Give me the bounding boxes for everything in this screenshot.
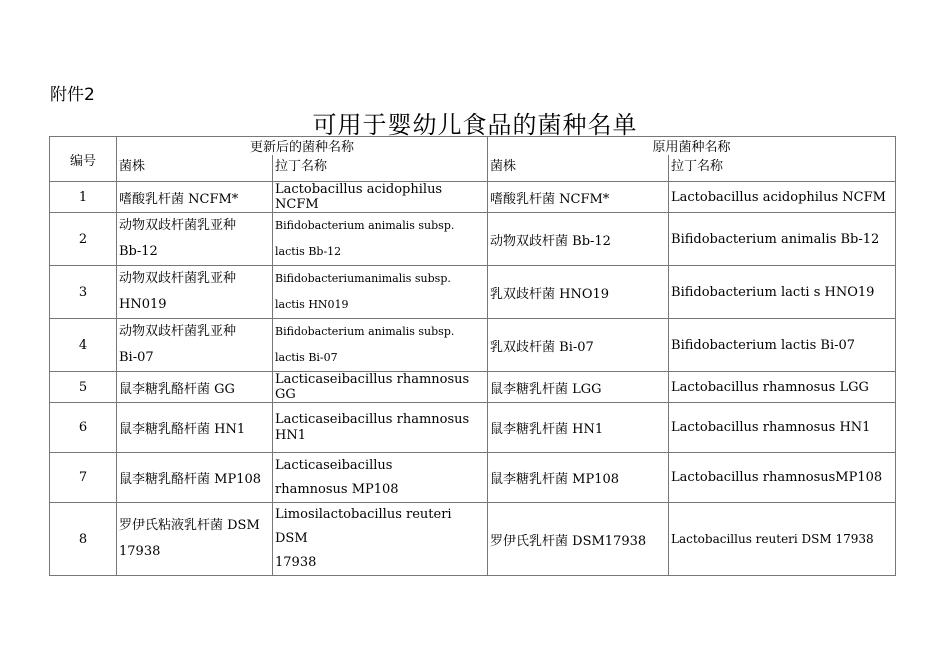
new-latin-line: Lacticaseibacillus rhamnosus GG bbox=[275, 372, 470, 402]
new-latin-cell bbox=[273, 503, 488, 576]
new-latin-cell bbox=[273, 372, 488, 403]
new-strain-cell bbox=[117, 213, 273, 266]
old-latin-cell: Lactobacillus rhamnosus LGG bbox=[669, 372, 896, 403]
new-strain-line: Bb-12 bbox=[119, 244, 158, 259]
new-latin-line: 17938 bbox=[275, 555, 317, 570]
table-row bbox=[50, 182, 896, 213]
attachment-label: 附件2 bbox=[50, 85, 95, 105]
new-latin-line: Lacticaseibacillus rhamnosus bbox=[275, 411, 470, 427]
old-strain-cell: 动物双歧杆菌 Bb-12 bbox=[488, 213, 669, 266]
row-number: 5 bbox=[50, 372, 117, 403]
new-latin-line: Limosilactobacillus reuteri DSM bbox=[275, 507, 452, 546]
old-latin-cell: Lactobacillus rhamnosus HN1 bbox=[669, 403, 896, 453]
row-number: 8 bbox=[50, 503, 117, 576]
new-latin-line: lactis Bb-12 bbox=[275, 245, 342, 258]
group-old-header: 原用菌种名称 bbox=[488, 137, 896, 156]
new-latin-line: HN1 bbox=[275, 427, 306, 443]
new-latin-line: Lacticaseibacillus bbox=[275, 457, 393, 473]
group-new-header: 更新后的菌种名称 bbox=[117, 137, 488, 156]
new-strain-line: 嗜酸乳杆菌 NCFM* bbox=[119, 191, 239, 207]
new-strain-line: 鼠李糖乳酪杆菌 GG bbox=[119, 381, 235, 397]
row-number: 6 bbox=[50, 403, 117, 453]
new-latin-line: rhamnosus MP108 bbox=[275, 481, 399, 497]
old-strain-cell: 乳双歧杆菌 Bi-07 bbox=[488, 319, 669, 372]
strain-table bbox=[49, 136, 896, 576]
table-row bbox=[50, 372, 896, 403]
new-strain-line: 动物双歧杆菌乳亚种 bbox=[119, 271, 237, 286]
row-number: 4 bbox=[50, 319, 117, 372]
new-strain-cell bbox=[117, 453, 273, 503]
new-strain-header: 菌株 bbox=[117, 155, 273, 182]
new-strain-cell bbox=[117, 403, 273, 453]
new-strain-line: Bi-07 bbox=[119, 350, 154, 365]
new-latin-line: Bifidobacterium animalis subsp. bbox=[275, 325, 455, 338]
new-strain-line: 罗伊氏粘液乳杆菌 DSM bbox=[119, 518, 260, 533]
old-latin-cell: Lactobacillus rhamnosusMP108 bbox=[669, 453, 896, 503]
new-latin-line: Bifidobacteriumanimalis subsp. bbox=[275, 272, 451, 285]
new-strain-cell bbox=[117, 503, 273, 576]
new-strain-line: 鼠李糖乳酪杆菌 MP108 bbox=[119, 472, 262, 487]
old-latin-cell: Bifidobacterium animalis Bb-12 bbox=[669, 213, 896, 266]
new-latin-cell bbox=[273, 266, 488, 319]
new-latin-cell bbox=[273, 403, 488, 453]
new-strain-cell bbox=[117, 182, 273, 213]
table-row bbox=[50, 403, 896, 453]
table-row bbox=[50, 319, 896, 372]
new-strain-line: 动物双歧杆菌乳亚种 bbox=[119, 324, 237, 339]
table-row bbox=[50, 266, 896, 319]
new-latin-header: 拉丁名称 bbox=[273, 155, 488, 182]
old-latin-cell: Lactobacillus acidophilus NCFM bbox=[669, 182, 896, 213]
new-latin-cell bbox=[273, 182, 488, 213]
old-strain-cell: 罗伊氏乳杆菌 DSM17938 bbox=[488, 503, 669, 576]
new-latin-line: lactis HN019 bbox=[275, 298, 349, 311]
table-row bbox=[50, 453, 896, 503]
old-latin-cell: Lactobacillus reuteri DSM 17938 bbox=[669, 503, 896, 576]
new-strain-line: 动物双歧杆菌乳亚种 bbox=[119, 218, 237, 233]
old-strain-cell: 鼠李糖乳杆菌 MP108 bbox=[488, 453, 669, 503]
col-number-header: 编号 bbox=[50, 137, 117, 182]
new-latin-cell bbox=[273, 213, 488, 266]
new-strain-cell bbox=[117, 266, 273, 319]
old-latin-header: 拉丁名称 bbox=[669, 155, 896, 182]
old-latin-cell: Bifidobacterium lactis Bi-07 bbox=[669, 319, 896, 372]
new-strain-cell bbox=[117, 319, 273, 372]
table-row bbox=[50, 213, 896, 266]
new-latin-cell bbox=[273, 319, 488, 372]
document-title: 可用于婴幼儿食品的菌种名单 bbox=[312, 111, 638, 139]
old-strain-cell: 乳双歧杆菌 HNO19 bbox=[488, 266, 669, 319]
row-number: 1 bbox=[50, 182, 117, 213]
row-number: 3 bbox=[50, 266, 117, 319]
new-latin-line: Bifidobacterium animalis subsp. bbox=[275, 219, 455, 232]
old-strain-cell: 嗜酸乳杆菌 NCFM* bbox=[488, 182, 669, 213]
new-strain-line: 17938 bbox=[119, 544, 161, 559]
table-row bbox=[50, 503, 896, 576]
new-latin-cell bbox=[273, 453, 488, 503]
row-number: 7 bbox=[50, 453, 117, 503]
old-strain-cell: 鼠李糖乳杆菌 LGG bbox=[488, 372, 669, 403]
new-strain-line: HN019 bbox=[119, 297, 167, 312]
old-strain-cell: 鼠李糖乳杆菌 HN1 bbox=[488, 403, 669, 453]
new-latin-line: Lactobacillus acidophilus NCFM bbox=[275, 182, 443, 212]
new-latin-line: lactis Bi-07 bbox=[275, 351, 338, 364]
new-strain-line: 鼠李糖乳酪杆菌 HN1 bbox=[119, 422, 246, 437]
old-strain-header: 菌株 bbox=[488, 155, 669, 182]
new-strain-cell bbox=[117, 372, 273, 403]
old-latin-cell: Bifidobacterium lacti s HNO19 bbox=[669, 266, 896, 319]
row-number: 2 bbox=[50, 213, 117, 266]
